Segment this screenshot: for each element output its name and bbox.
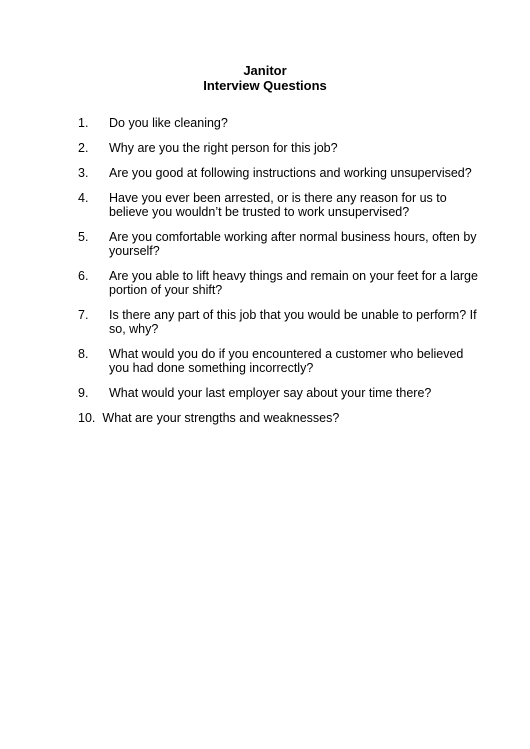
question-number: 9. [78,386,89,400]
question-item-8 [78,347,478,375]
question-text: Why are you the right person for this job? [109,141,338,155]
question-number: 3. [78,166,89,180]
question-item-6 [78,269,478,297]
question-number: 2. [78,141,89,155]
question-number: 5. [78,230,89,244]
question-number: 4. [78,191,89,205]
question-item-1 [78,116,478,130]
question-text: Are you good at following instructions and working unsupervised? [109,166,472,180]
question-number: 1. [78,116,89,130]
question-text: What would your last employer say about your time there? [109,386,432,400]
document-title: Janitor [243,63,287,78]
question-text: Do you like cleaning? [109,116,228,130]
question-text: Is there any part of this job that you would be unable to perform? If so, why? [109,308,477,336]
question-item-4 [78,191,478,219]
question-list [78,116,478,425]
question-item-9 [78,386,478,400]
question-item-7 [78,308,478,336]
question-number: 10. [78,411,96,425]
question-number: 6. [78,269,89,283]
question-number: 7. [78,308,89,322]
question-text: What are your strengths and weaknesses? [102,411,340,425]
question-text: What would you do if you encountered a customer who believed you had done something incorrectly? [109,347,464,375]
question-item-3 [78,166,478,180]
question-item-5 [78,230,478,258]
question-text: Are you able to lift heavy things and remain on your feet for a large portion of your shift? [109,269,478,297]
question-item-2 [78,141,478,155]
question-text: Are you comfortable working after normal business hours, often by yourself? [109,230,477,258]
question-text: Have you ever been arrested, or is there any reason for us to believe you wouldn’t be trusted to work unsupervised? [109,191,447,219]
document-subtitle: Interview Questions [203,78,327,93]
question-number: 8. [78,347,89,361]
question-item-10 [78,411,478,425]
